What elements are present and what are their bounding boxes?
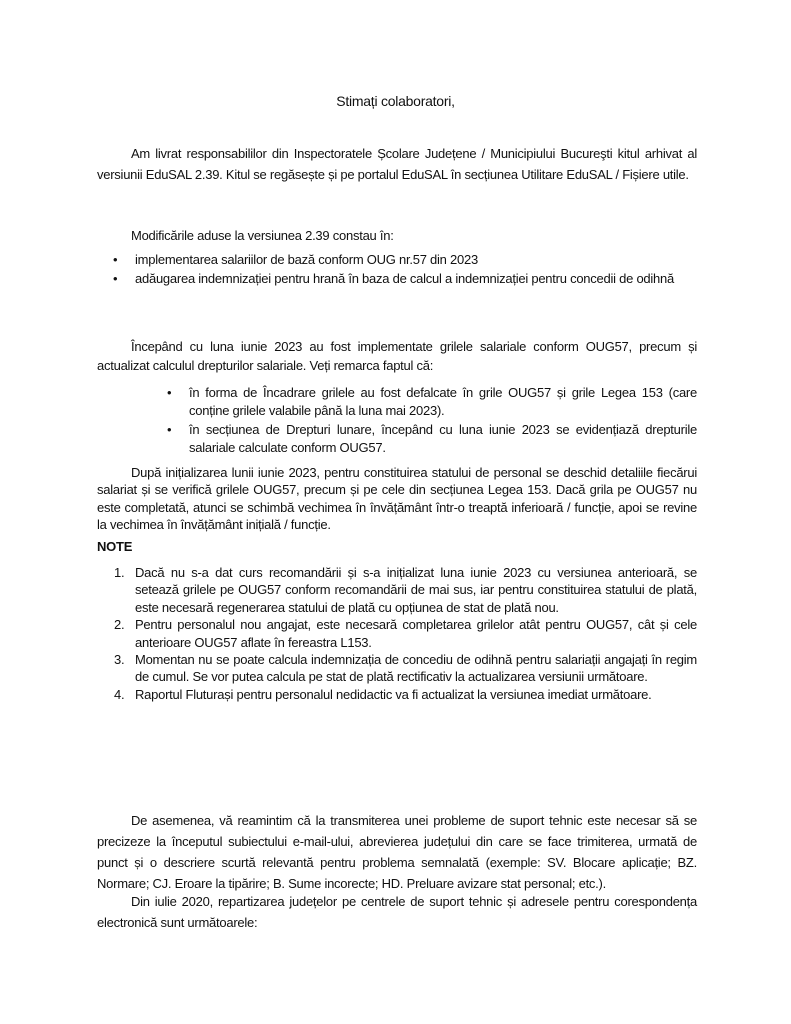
- after-init-paragraph: După inițializarea lunii iunie 2023, pentru constituirea statului de personal se deschid detaliile fiecărui salariat și se verifică grilele OUG57, precum și pe cele din secțiunea Legea 153. Dacă grila pe OUG57 nu este completată, atunci se schimbă vechimea în învățământ într-o treaptă inferioară / funcție, apoi se revine la vechimea în învățământ inițială / funcție.: [97, 465, 697, 532]
- list-item-text: implementarea salariilor de bază conform OUG nr.57 din 2023: [135, 252, 478, 267]
- note-text: Pentru personalul nou angajat, este necesară completarea grilelor atât pentru OUG57, cât și cele anterioare OUG57 aflate în fereastra L153.: [135, 617, 697, 650]
- june-points-list: [167, 384, 697, 456]
- note-item: [114, 686, 697, 703]
- list-item: [113, 251, 697, 270]
- list-item: [167, 384, 697, 419]
- note-text: Dacă nu s-a dat curs recomandării și s-a inițializat luna iunie 2023 cu versiunea anterioară, se setează grilele pe OUG57 conform recomandării de mai sus, iar pentru constituirea statului de plată, este necesară regenerarea statului de plată cu opțiunea de stat de plată nou.: [135, 565, 697, 615]
- note-number: 4.: [114, 686, 125, 702]
- note-text: Raportul Fluturași pentru personalul nedidactic va fi actualizat la versiunea imediat următoare.: [135, 686, 652, 702]
- list-item: [167, 421, 697, 456]
- note-item: [114, 564, 697, 616]
- centers-paragraph: Din iulie 2020, repartizarea județelor pe centrele de suport tehnic și adresele pentru corespondența electronică sunt următoarele:: [97, 894, 697, 930]
- intro-paragraph: Am livrat responsabililor din Inspectoratele Școlare Județene / Municipiului Bucureşti kitul arhivat al versiunii EduSAL 2.39. Kitul se regăsește și pe portalul EduSAL în secțiunea Utilitare EduSAL / Fișiere utile.: [97, 146, 697, 182]
- note-number: 3.: [114, 652, 125, 668]
- greeting-title: Stimați colaboratori,: [336, 93, 455, 109]
- bullet-icon: •: [113, 252, 118, 267]
- list-item: [113, 270, 697, 289]
- changes-list: [113, 251, 697, 288]
- june-paragraph: Începând cu luna iunie 2023 au fost implementate grilele salariale conform OUG57, precum și actualizat calculul drepturilor salariale. Veți remarca faptul că:: [97, 339, 697, 373]
- note-number: 2.: [114, 617, 125, 633]
- notes-list: [114, 564, 697, 703]
- notes-heading: NOTE: [97, 539, 133, 554]
- support-paragraph: De asemenea, vă reamintim că la transmiterea unei probleme de suport tehnic este necesar să se precizeze la începutul subiectului e-mail-ului, abrevierea județului din care se face trimiterea, urmată de punct și o descriere scurtă relevantă pentru problema semnalată (exemple: SV. Blocare aplicație; BZ. Normare; CJ. Eroare la tipărire; B. Sume incorecte; HD. Preluare avizare stat personal; etc.).: [97, 813, 697, 891]
- note-item: [114, 616, 697, 651]
- changes-heading: Modificările aduse la versiunea 2.39 constau în:: [131, 228, 394, 243]
- note-text: Momentan nu se poate calcula indemnizația de concediu de odihnă pentru salariații angajați în regim de cumul. Se vor putea calcula pe stat de plată rectificativ la actualizarea versiunii următoare.: [135, 652, 697, 685]
- list-item-text: în forma de Încadrare grilele au fost defalcate în grile OUG57 și grile Legea 153 (care conține grilele valabile până la luna mai 2023).: [189, 385, 697, 418]
- note-number: 1.: [114, 565, 125, 580]
- bullet-icon: •: [167, 385, 172, 400]
- list-item-text: în secțiunea de Drepturi lunare, începând cu luna iunie 2023 se evidențiază drepturile salariale calculate conform OUG57.: [189, 422, 697, 455]
- bullet-icon: •: [113, 270, 118, 286]
- note-item: [114, 651, 697, 686]
- bullet-icon: •: [167, 422, 172, 437]
- list-item-text: adăugarea indemnizației pentru hrană în baza de calcul a indemnizației pentru concedii de odihnă: [135, 270, 674, 286]
